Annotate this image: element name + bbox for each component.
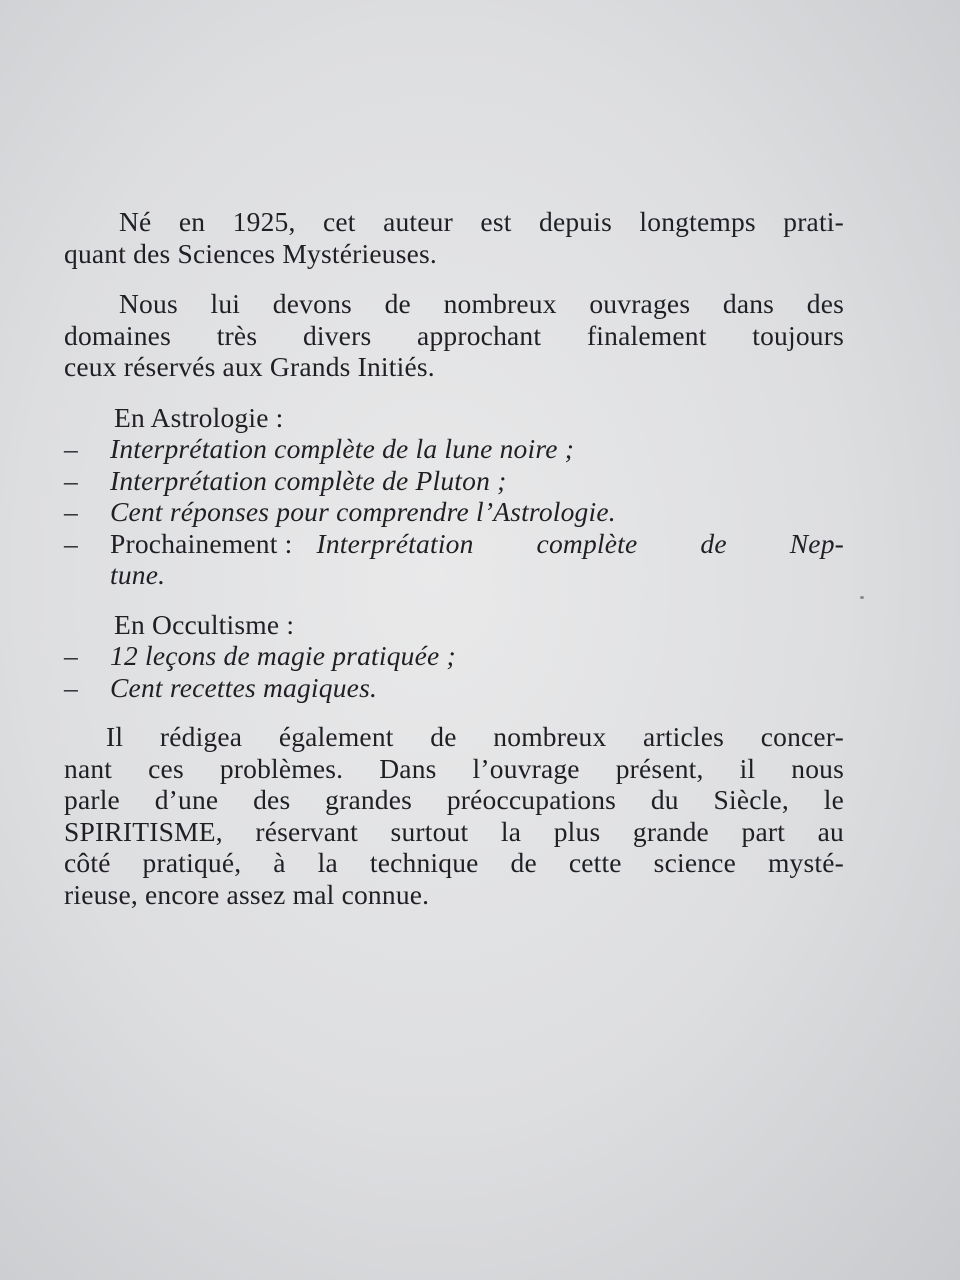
list-heading: En Occultisme : [114, 608, 295, 640]
upcoming-label: Prochainement : [110, 527, 293, 559]
text-line: SPIRITISME, réservant surtout la plus grande part au [64, 815, 844, 847]
book-title: Interprétation complète de la lune noire ; [110, 433, 575, 464]
paragraph-birth [64, 206, 844, 269]
text-line: Né en 1925, cet auteur est depuis longtemps prati- [119, 206, 844, 237]
list-item [64, 433, 844, 465]
dash: – [64, 433, 78, 464]
text-line: parle d’une des grandes préoccupations du Siècle, le [64, 784, 844, 815]
occultism-list [64, 609, 844, 704]
text-line: Il rédigea également de nombreux articles concer- [106, 721, 844, 752]
book-title: Interprétation complète de Nep- [316, 527, 844, 559]
book-title: Interprétation complète de Pluton ; [110, 464, 507, 496]
book-title: Cent réponses pour comprendre l’Astrologie. [110, 496, 616, 527]
list-item [64, 672, 844, 704]
astrology-list [64, 402, 844, 591]
text-line: côté pratiqué, à la technique de cette science mysté- [64, 847, 844, 878]
author-biography [64, 206, 844, 929]
list-item [64, 528, 844, 560]
list-heading: En Astrologie : [114, 401, 284, 433]
paper-speck [860, 596, 864, 599]
text-line: rieuse, encore assez mal connue. [64, 878, 430, 910]
dash: – [64, 671, 78, 703]
paragraph-works [64, 288, 844, 383]
book-title: 12 leçons de magie pratiquée ; [110, 640, 456, 671]
text-line: quant des Sciences Mystérieuses. [64, 237, 437, 269]
list-item [64, 465, 844, 497]
text-line: Nous lui devons de nombreux ouvrages dans des [119, 288, 844, 319]
text-line: domaines très divers approchant finalement toujours [64, 319, 844, 351]
dash: – [64, 640, 78, 671]
dash: – [64, 464, 78, 496]
book-title: Cent recettes magiques. [110, 671, 378, 703]
text-line: nant ces problèmes. Dans l’ouvrage présent, il nous [64, 752, 844, 784]
dash: – [64, 527, 78, 559]
list-item [64, 640, 844, 672]
list-item [64, 496, 844, 528]
text-line: ceux réservés aux Grands Initiés. [64, 351, 435, 382]
dash: – [64, 496, 78, 527]
list-item-continuation: tune. [110, 559, 166, 590]
paragraph-articles [64, 721, 844, 910]
